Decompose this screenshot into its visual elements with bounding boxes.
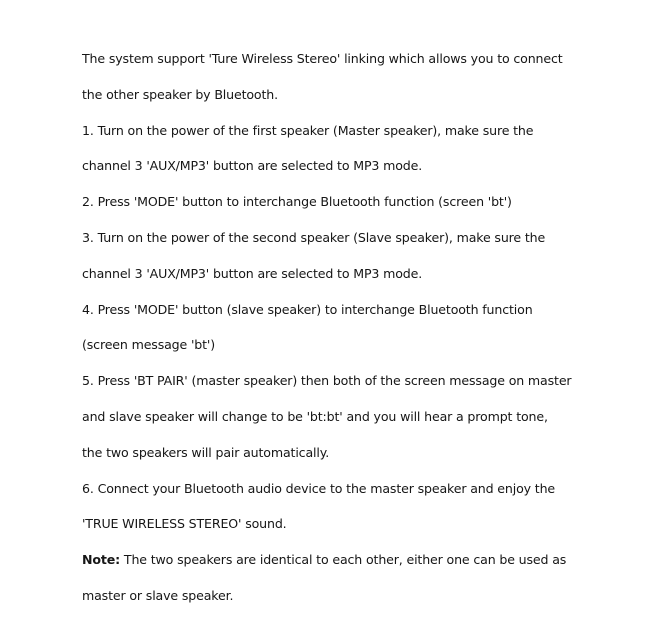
note-label: Note:	[82, 552, 121, 568]
step-6-line-2: 'TRUE WIRELESS STEREO' sound.	[82, 516, 287, 532]
instruction-document	[82, 46, 622, 619]
note-line-2: master or slave speaker.	[82, 587, 234, 603]
step-5-line-2: and slave speaker will change to be 'bt:bt' and you will hear a prompt tone,	[82, 408, 548, 424]
step-3-line-2: channel 3 'AUX/MP3' button are selected to MP3 mode.	[82, 265, 423, 281]
step-5-line-3: the two speakers will pair automatically.	[82, 444, 330, 460]
step-3-line-1: 3. Turn on the power of the second speaker (Slave speaker), make sure the	[82, 229, 546, 245]
step-6-line-1: 6. Connect your Bluetooth audio device to the master speaker and enjoy the	[82, 480, 556, 496]
intro-line-2: the other speaker by Bluetooth.	[82, 86, 278, 102]
step-2-line-1: 2. Press 'MODE' button to interchange Bluetooth function (screen 'bt')	[82, 194, 512, 210]
step-4-line-1: 4. Press 'MODE' button (slave speaker) to interchange Bluetooth function	[82, 301, 533, 317]
note-line-1	[82, 547, 622, 583]
step-5-line-1: 5. Press 'BT PAIR' (master speaker) then both of the screen message on master	[82, 373, 572, 389]
step-1-line-2: channel 3 'AUX/MP3' button are selected to MP3 mode.	[82, 158, 423, 174]
intro-line-1: The system support 'Ture Wireless Stereo' linking which allows you to connect	[82, 51, 563, 66]
step-4-line-2: (screen message 'bt')	[82, 337, 216, 353]
note-text: The two speakers are identical to each other, either one can be used as	[120, 552, 567, 568]
step-1-line-1: 1. Turn on the power of the first speaker (Master speaker), make sure the	[82, 122, 534, 138]
